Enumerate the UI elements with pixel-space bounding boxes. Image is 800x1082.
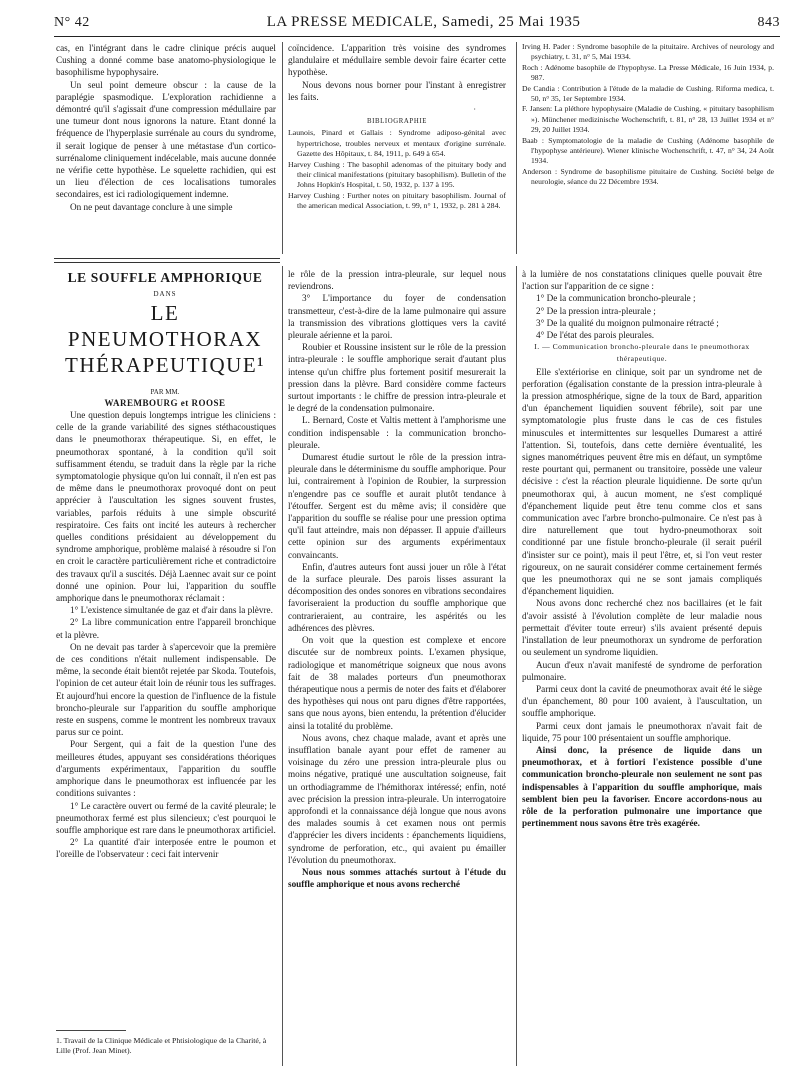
bibliography-entry: Harvey Cushing : Further notes on pituitary basophilism. Journal of the american medical Association, t. 99, n° 1, 1932, p. 281 à 284. <box>288 190 506 211</box>
paragraph: Ainsi donc, la présence de liquide dans un pneumothorax, et à fortiori l'existence possible d'une communication broncho-pleurale non seulement ne sont pas indispensables à l'apparition du souffle amphorique, mais semblent bien peu la favoriser. Encore accordons-nous au rôle de la perforation pulmonaire une importance que pertinemment nous savons être très exagérée. <box>522 744 762 829</box>
section-rule <box>54 262 280 263</box>
article-title-line2: LE PNEUMOTHORAX <box>67 301 263 351</box>
column-rule <box>282 266 283 1066</box>
paragraph: coïncidence. L'apparition très voisine des syndromes glandulaire et médullaire semble devoir faire écarter cette hypothèse. <box>288 43 506 78</box>
bibliography-entry: Launois, Pinard et Gallais : Syndrome adiposo-génital avec hypertrichose, troubles nerveux et mentaux d'origine surrénale. Gazette des Hôpitaux, t. 84, 1911, p. 649 à 654. <box>288 128 506 159</box>
journal-title: LA PRESSE MEDICALE, Samedi, 25 Mai 1935 <box>266 14 581 30</box>
article-column-left <box>56 409 276 861</box>
footnote: 1. Travail de la Clinique Médicale et Phtisiologique de la Charité, à Lille (Prof. Jean Minet). <box>56 1036 267 1055</box>
article-authors: WAREMBOURG et ROOSE <box>104 398 226 408</box>
paragraph: 1° Le caractère ouvert ou fermé de la cavité pleurale; le pneumothorax fermé est plus silencieux; c'est pourquoi le souffle amphorique est rare dans le pneumothorax artificiel. <box>56 800 276 835</box>
paragraph: 1° L'existence simultanée de gaz et d'air dans la plèvre. <box>70 605 273 616</box>
paragraph: 2° La quantité d'air interposée entre le poumon et l'oreille de l'observateur : ceci fait intervenir <box>56 837 276 860</box>
paragraph: Une question depuis longtemps intrigue les cliniciens : celle de la grande variabilité des signes stéthacoustiques dans le pneumothorax thérapeutique. Si, en effet, le pneumothorax spontané, à la condition qu'il soit suffisamment étendu, se traduit dans la règle par la riche symptomatologie physique qu'on lui connaît, il n'en est pas de même dans le pneumothorax provoqué dont on peut apprécier à l'auscultation les signes souvent frustes, variables, parfois réduits à une simple obscurité respiratoire. Ces faits ont incité les auteurs à rechercher quelles conditions présidaient au développement du syndrome amphorique, problème malaisé à résoudre si l'on en croit le caractère particulièrement riche et contradictoire des travaux qu'il a suscités. Déjà Laennec avait sur ce point donné une opinion. Pour lui, l'apparition du souffle amphorique dans le pneumothorax réclamait : <box>56 410 276 604</box>
section-rule <box>54 258 280 259</box>
paragraph: 2° La libre communication entre l'appareil bronchique et la plèvre. <box>56 617 276 640</box>
paragraph: On voit que la question est complexe et encore discutée sur de nombreux points. L'examen physique, radiologique et manométrique soigneux que nous avons fait de 38 malades porteurs d'un pneumothorax thérapeutique nous a permis de noter des faits et d'élaborer des hypothèses qui nous ont paru dignes d'être rapportées, sans que nous ayons, bien entendu, la prétention d'élucider ainsi la totalité du problème. <box>288 635 506 731</box>
list-item: 3° De la qualité du moignon pulmonaire rétracté ; <box>536 317 719 328</box>
article-title-connector: DANS <box>153 290 177 298</box>
top-right-column <box>522 42 774 188</box>
bibliography-entry: De Candia : Contribution à l'étude de la maladie de Cushing. Riforma medica, t. 50, n° 35, 1er Septembre 1934. <box>522 83 774 104</box>
section-heading: I. — Communication broncho-pleurale dans le pneumothorax thérapeutique. <box>534 342 750 364</box>
article-title-line1: LE SOUFFLE AMPHORIQUE <box>67 270 263 285</box>
column-rule <box>516 42 517 254</box>
paragraph: Nous devons nous borner pour l'instant à enregistrer les faits. <box>288 79 506 102</box>
bibliography-entry: Anderson : Syndrome de basophilisme pituitaire de Cushing. Société belge de neurologie, séance du 22 Décembre 1934. <box>522 166 774 187</box>
bibliography-heading: BIBLIOGRAPHIE <box>367 118 427 126</box>
paragraph: Un seul point demeure obscur : la cause de la paraplégie spasmodique. L'exploration rachidienne a démontré qu'il s'agissait d'une compression médullaire par une tumeur dont nous ignorons la nature. Etant donné la fréquence de l'hyperplasie surrénale au cours du syndrome, il serait logique de penser à une métastase d'un cortico-surrénalome cliniquement indécelable, mais aucune donnée ne vérifie cette hypothèse. Le squelette rachidien, qui est un lieu d'élection de ces localisations tumorales secondaires, est ici radiologiquement indemne. <box>56 79 276 200</box>
paragraph: Pour Sergent, qui a fait de la question l'une des meilleures études, appuyant ses considérations théoriques d'arguments expérimentaux, l'apparition du souffle amphorique dans le pneumothorax est influencée par les conditions suivantes : <box>56 739 276 799</box>
paragraph: Nous nous sommes attachés surtout à l'étude du souffle amphorique et nous avons recherché <box>288 866 506 890</box>
bibliography-entry: Irving H. Pader : Syndrome basophile de la pituitaire. Archives of neurology and psychiatry, t. 31, n° 5, Mai 1934. <box>522 42 774 62</box>
paragraph: 3° L'importance du foyer de condensation transmetteur, c'est-à-dire de la lame pulmonaire qui assure la transmission des vibrations glottiques vers la cavité pleurale aérienne et la paroi. <box>288 293 506 341</box>
footnote-rule <box>56 1030 126 1031</box>
paragraph: à la lumière de nos constatations cliniques quelle pouvait être l'action sur l'apparition de ce signe : <box>522 269 762 292</box>
article-column-right <box>522 268 762 829</box>
paragraph: cas, en l'intégrant dans le cadre clinique précis auquel Cushing a donné comme base anatomo-physiologique le basophilisme hypophysaire. <box>56 43 276 78</box>
bibliography-entry: Harvey Cushing : The basophil adenomas of the pituitary body and their clinical manifestations (pituitary basophilism). Bulletin of the Johns Hopkin's Hospital, t. 50, 1932, p. 137 à 195. <box>288 159 506 190</box>
paragraph: Roubier et Roussine insistent sur le rôle de la pression intra-pleurale : le souffle amphorique serait d'autant plus intense qu'un chiffre plus fortement positif mesurerait la pression dans la plèvre. Bard considère comme facteurs surtout importants : le chiffre de pression intra-pleurale et le degré de la condensation pulmonaire. <box>288 342 506 414</box>
paragraph: Enfin, d'autres auteurs font aussi jouer un rôle à l'état de la surface pleurale. Des parois lisses assurant la décomposition des ondes sonores en vibrations secondaires favoriseraient la production du souffle amphorique que contrarieraient, au contraire, les aspérités ou les adhérences des plèvres. <box>288 561 506 633</box>
page-header <box>54 14 780 37</box>
top-middle-column <box>288 42 506 212</box>
page-number: 843 <box>757 15 780 30</box>
paragraph: le rôle de la pression intra-pleurale, sur lequel nous reviendrons. <box>288 269 506 292</box>
article-title-block <box>56 270 274 408</box>
separator-dot: · <box>473 105 476 115</box>
article-column-middle <box>288 268 506 890</box>
list-item: 4° De l'état des parois pleurales. <box>536 330 655 341</box>
paragraph: L. Bernard, Coste et Valtis mettent à l'amphorisme une condition indispensable : la communication broncho-pleurale. <box>288 415 506 450</box>
bibliography-entry: Roch : Adénome basophile de l'hypophyse. La Presse Médicale, 16 Juin 1934, p. 987. <box>522 62 774 83</box>
paragraph: Dumarest étudie surtout le rôle de la pression intra-pleurale dans le déterminisme du souffle amphorique. Pour lui, contrairement à l'opinion de Roubier, la surpression n'engendre pas ce souffle et aurait plutôt tendance à l'étouffer. Sergent est du même avis; il considère que l'apparition du souffle se réalise pour une pression optima qu'il faut atteindre, mais non dépasser. Il appuie d'ailleurs cette opinion sur des arguments expérimentaux convaincants. <box>288 452 506 560</box>
paragraph: Elle s'extériorise en clinique, soit par un syndrome net de perforation (égalisation constante de la pression intra-pleurale à la pression atmosphérique, signe de la toux de Bard, apparition d'un épanchement liquidien souvent fébrile), soit par une symptomatologie plus fruste dans le cas de ces fistules minuscules et intermittentes sur lesquelles Dumarest a attiré l'attention. Si, toutefois, dans cette dernière éventualité, les signes manométriques peuvent être mis en défaut, un symptôme reste pourtant qui, permanent ou transitoire, possède une valeur décisive : c'est la réaction pleurale liquidienne. De sorte qu'un pneumothorax qui, à aucun moment, ne s'est compliqué d'épanchement liquide peut être tenu comme clos et sans communication avec l'arbre broncho-pulmonaire. Ce n'est pas à dire naturellement que tout hydro-pneumothorax soit conditionné par une fistule broncho-pleurale (il serait puéril d'insister sur ce point), mais il peut l'être, et, si l'on veut rester rigoureux, on ne saurait considérer comme certainement fermés que les pneumothorax qui ne se sont jamais compliqués d'épanchement liquidien. <box>522 366 762 597</box>
list-item: 1° De la communication broncho-pleurale ; <box>536 293 696 304</box>
paragraph: Nous avons donc recherché chez nos bacillaires (et le fait d'avoir assisté à l'évolution complète de leur maladie nous permettait d'éviter toute erreur) s'ils avaient présenté depuis l'installation de leur pneumothorax un syndrome de perforation ou seulement un syndrome liquidien. <box>522 598 762 658</box>
issue-number: N° 42 <box>54 15 90 30</box>
paragraph: On ne peut davantage conclure à une simple <box>70 201 233 212</box>
bibliography-entry: Baab : Symptomatologie de la maladie de Cushing (Adénome basophile de l'hypophyse antérieure). Wiener klinische Wochenschrift, t. 47, n° 34, 24 Août 1934. <box>522 135 774 166</box>
bibliography-entry: F. Jansen: La pléthore hypophysaire (Maladie de Cushing, « pituitary basophilism »). Münchener medizinische Wochenschrift, t. 81, n° 28, 13 Juillet 1934 et n° 29, 20 Juillet 1934. <box>522 104 774 135</box>
article-title-line3: THÉRAPEUTIQUE¹ <box>65 353 265 377</box>
top-left-column <box>56 42 276 213</box>
column-rule <box>516 266 517 1066</box>
paragraph: Parmi ceux dont jamais le pneumothorax n'avait fait de liquide, 75 pour 100 présentaient un souffle amphorique. <box>522 720 762 743</box>
byline-prefix: PAR MM. <box>150 388 180 396</box>
column-rule <box>282 42 283 254</box>
paragraph: Parmi ceux dont la cavité de pneumothorax avait été le siège d'un épanchement, 80 pour 100 avaient, à l'auscultation, un souffle amphorique. <box>522 683 762 719</box>
paragraph: On ne devait pas tarder à s'apercevoir que la première de ces conditions n'était nullement indispensable. De même, la seconde était bientôt rejetée par Skoda. Toutefois, l'opinion de cet auteur était loin de réunir tous les suffrages. Et aujourd'hui encore la question de l'influence de la fistule broncho-pleurale sur l'apparition du souffle amphorique reste en suspens, comme le montrent les nombreux travaux parus sur ce point. <box>56 641 276 738</box>
paragraph: Nous avons, chez chaque malade, avant et après une insufflation banale ayant pour effet de ramener au voisinage du zéro une pression intra-pleurale plus ou moins négative, pratiqué une auscultation soigneuse, fait un orthodiagramme de l'hémithorax intéressé; enfin, noté avec précision la pression intra-pleurale. Un interrogatoire approfondi et la connaissance déjà longue que nous avons des malades soumis à cet examen nous ont permis d'apprécier les divers incidents : épanchements liquidiens, syndrome de perforation, etc., qui avaient pu émailler l'évolution du pneumothorax. <box>288 732 506 865</box>
list-item: 2° De la pression intra-pleurale ; <box>536 305 656 316</box>
paragraph: Aucun d'eux n'avait manifesté de syndrome de perforation pulmonaire. <box>522 659 762 682</box>
